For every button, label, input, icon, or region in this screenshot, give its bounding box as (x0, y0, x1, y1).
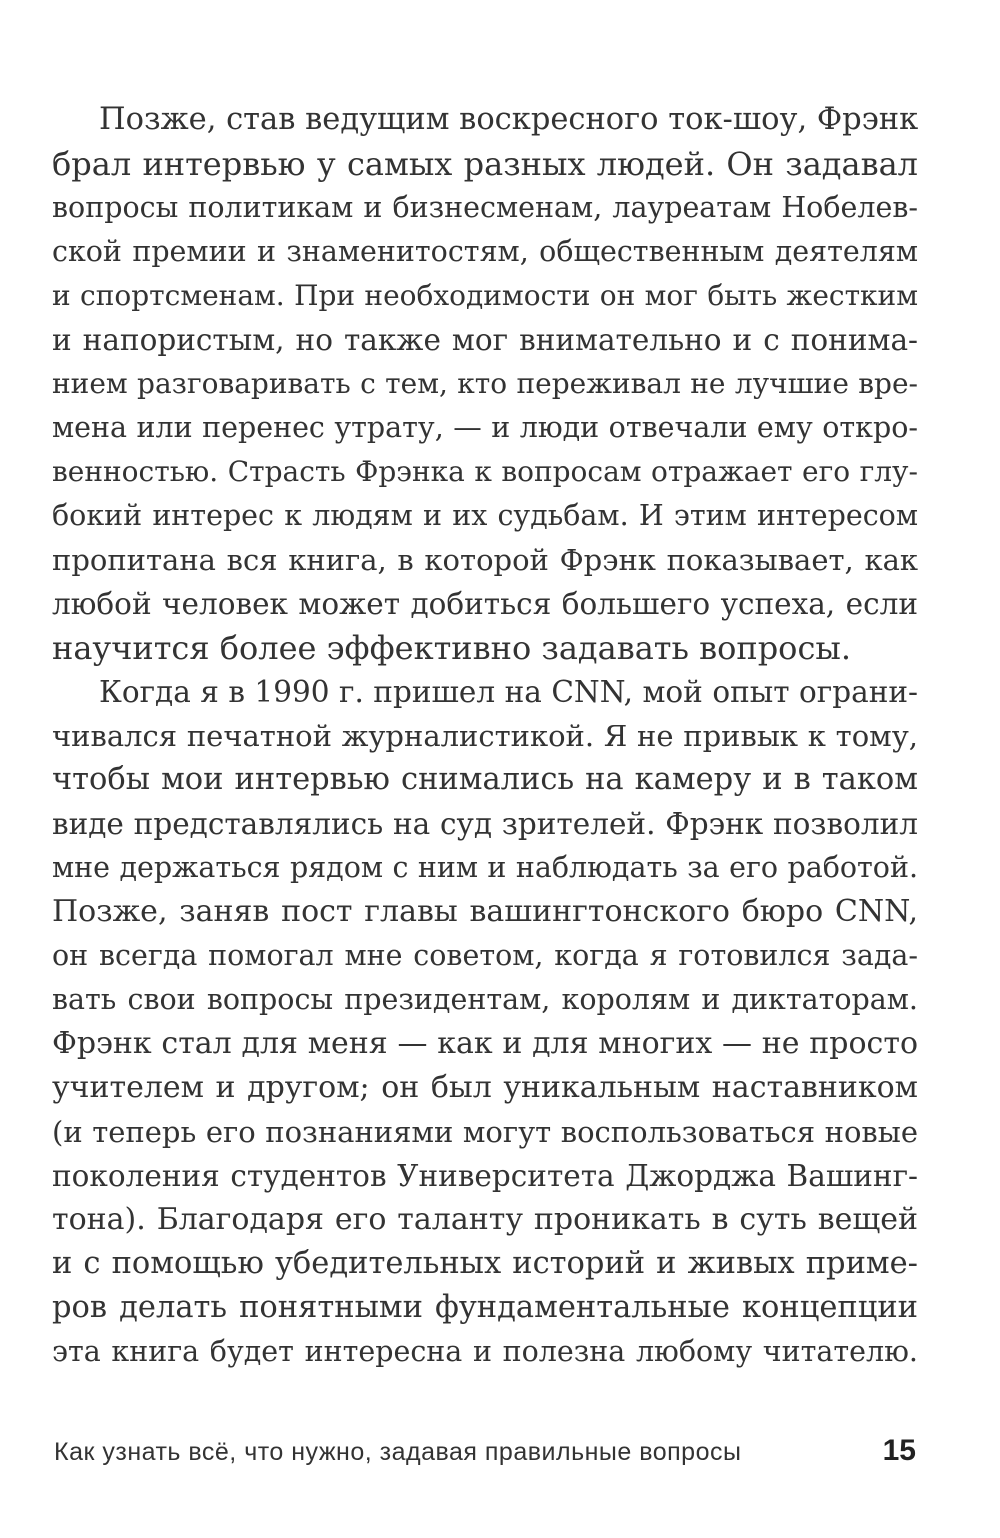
paragraph-1-line-12: любой человек может добиться большего успеха, если (52, 587, 918, 621)
paragraph-1-line-8: мена или перенес утрату, — и люди отвечали ему откро- (52, 411, 918, 444)
paragraph-2-line-13: тона). Благодаря его таланту проникать в суть вещей (52, 1202, 918, 1237)
paragraph-2-line-5: мне держаться рядом с ним и наблюдать за его работой. (52, 851, 918, 884)
paragraph-1-line-4: ской премии и знаменитостям, общественным деятелям (52, 235, 918, 268)
paragraph-1-line-10: бокий интерес к людям и их судьбам. И этим интересом (52, 499, 918, 532)
paragraph-1-line-3: вопросы политикам и бизнесменам, лауреатам Нобелев- (52, 191, 918, 224)
paragraph-2-line-14: и с помощью убедительных историй и живых приме- (52, 1246, 918, 1281)
paragraph-2-line-16: эта книга будет интересна и полезна любому читателю. (52, 1335, 918, 1368)
paragraph-1-line-7: нием разговаривать с тем, кто переживал не лучшие вре- (52, 367, 918, 400)
paragraph-2-line-15: ров делать понятными фундаментальные концепции (52, 1290, 918, 1325)
paragraph-2-line-6: Позже, заняв пост главы вашингтонского бюро CNN, (52, 894, 918, 929)
paragraph-2-line-10: учителем и другом; он был уникальным наставником (52, 1070, 918, 1105)
paragraph-2-line-12: поколения студентов Университета Джорджа Вашинг- (52, 1159, 918, 1193)
paragraph-2-line-11: (и теперь его познаниями могут воспользоваться новые (52, 1115, 918, 1149)
paragraph-1-line-1: Позже, став ведущим воскресного ток-шоу, Фрэнк (99, 102, 919, 137)
paragraph-2-line-7: он всегда помогал мне советом, когда я готовился зада- (52, 939, 918, 972)
paragraph-2-line-1: Когда я в 1990 г. пришел на CNN, мой опыт ограни- (99, 675, 918, 709)
paragraph-2-line-2: чивался печатной журналистикой. Я не привык к тому, (52, 719, 918, 753)
paragraph-1-line-5: и спортсменам. При необходимости он мог быть жестким (52, 279, 918, 312)
paragraph-2-line-3: чтобы мои интервью снимались на камеру и в таком (52, 762, 918, 797)
paragraph-2-line-9: Фрэнк стал для меня — как и для многих — не просто (52, 1026, 918, 1061)
paragraph-1-line-13: научится более эффективно задавать вопросы. (52, 629, 851, 667)
page-number: 15 (882, 1434, 916, 1467)
paragraph-1-line-9: венностью. Страсть Фрэнка к вопросам отражает его глу- (52, 455, 918, 488)
paragraph-1-line-11: пропитана вся книга, в которой Фрэнк показывает, как (52, 543, 918, 577)
paragraph-2-line-8: вать свои вопросы президентам, королям и диктаторам. (52, 983, 918, 1016)
paragraph-1-line-6: и напористым, но также мог внимательно и с понима- (52, 323, 918, 357)
paragraph-2-line-4: виде представлялись на суд зрителей. Фрэнк позволил (52, 807, 918, 841)
paragraph-1-line-2: брал интервью у самых разных людей. Он задавал (52, 145, 918, 183)
running-footer-title: Как узнать всё, что нужно, задавая правильные вопросы (54, 1438, 742, 1466)
